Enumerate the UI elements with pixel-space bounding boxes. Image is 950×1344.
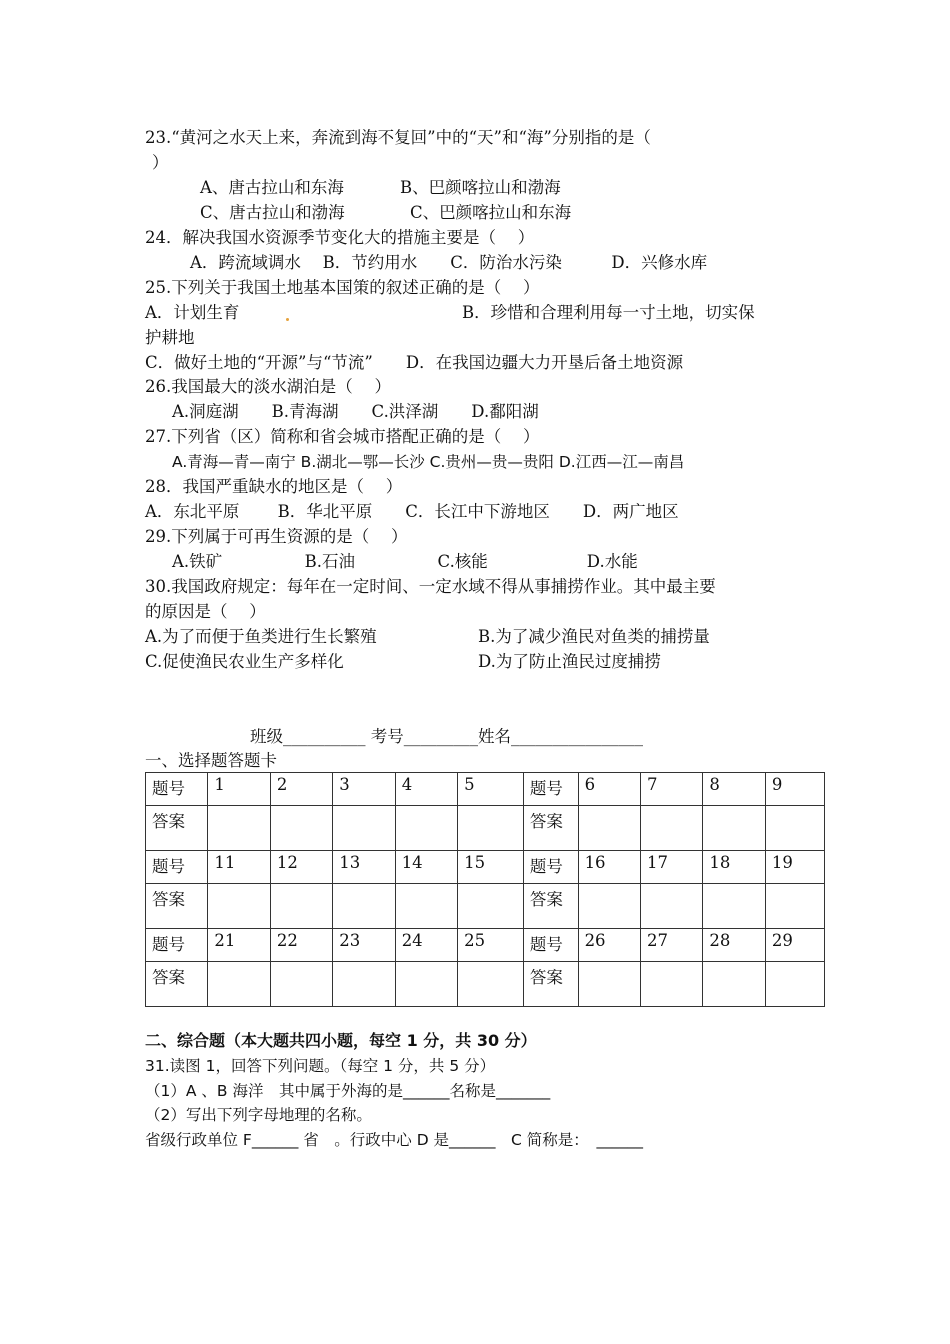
num-cell: 23 bbox=[333, 929, 395, 962]
q31-sub2: （2）写出下列字母地理的名称。 bbox=[145, 1106, 372, 1124]
num-cell: 6 bbox=[578, 773, 640, 806]
num-cell: 7 bbox=[640, 773, 702, 806]
table-row bbox=[146, 962, 825, 1007]
section1-title: 一、选择题答题卡 bbox=[145, 751, 277, 770]
num-cell: 22 bbox=[270, 929, 332, 962]
num-cell: 14 bbox=[395, 851, 457, 884]
answer-cell[interactable] bbox=[208, 962, 270, 1007]
q30-option-a: A.为了而便于鱼类进行生长繁殖 bbox=[145, 627, 377, 646]
q30-option-b: B.为了减少渔民对鱼类的捕捞量 bbox=[478, 627, 710, 646]
answer-cell[interactable] bbox=[703, 884, 765, 929]
num-cell: 5 bbox=[458, 773, 524, 806]
answer-cell[interactable] bbox=[578, 962, 640, 1007]
q28-options: A．东北平原 B．华北平原 C．长江中下游地区 D．两广地区 bbox=[145, 502, 679, 521]
num-cell: 12 bbox=[270, 851, 332, 884]
q23-option-d: C、巴颜喀拉山和东海 bbox=[410, 203, 572, 222]
q30-stem-line2: 的原因是（ ） bbox=[145, 602, 266, 621]
label-cell: 题号 bbox=[146, 851, 208, 884]
answer-cell[interactable] bbox=[208, 884, 270, 929]
q30-option-c: C.促使渔民农业生产多样化 bbox=[145, 652, 344, 671]
num-cell: 13 bbox=[333, 851, 395, 884]
num-cell: 4 bbox=[395, 773, 457, 806]
q25-option-cd: C．做好土地的“开源”与“节流” D．在我国边疆大力开垦后备土地资源 bbox=[145, 353, 684, 372]
table-row bbox=[146, 929, 825, 962]
q23-option-b: B、巴颜喀拉山和渤海 bbox=[400, 178, 561, 197]
num-cell: 15 bbox=[458, 851, 524, 884]
stray-dot bbox=[286, 318, 289, 321]
q29-options: A.铁矿 B.石油 C.核能 D.水能 bbox=[172, 552, 638, 571]
answer-cell[interactable] bbox=[333, 884, 395, 929]
table-row bbox=[146, 806, 825, 851]
num-cell: 16 bbox=[578, 851, 640, 884]
num-cell: 19 bbox=[765, 851, 824, 884]
q28-stem: 28．我国严重缺水的地区是（ ） bbox=[145, 477, 403, 496]
num-cell: 17 bbox=[640, 851, 702, 884]
q23-stem-line1: 23.“黄河之水天上来，奔流到海不复回”中的“天”和“海”分别指的是（ bbox=[145, 128, 651, 147]
num-cell: 27 bbox=[640, 929, 702, 962]
section2-title: 二、综合题（本大题共四小题，每空 1 分，共 30 分） bbox=[145, 1031, 537, 1050]
answer-cell[interactable] bbox=[640, 806, 702, 851]
answer-cell[interactable] bbox=[395, 962, 457, 1007]
q31-sub1: （1）A 、B 海洋 其中属于外海的是______名称是_______ bbox=[145, 1082, 551, 1100]
num-cell: 25 bbox=[458, 929, 524, 962]
num-cell: 11 bbox=[208, 851, 270, 884]
q25-option-a: A．计划生育 bbox=[145, 303, 240, 322]
label-cell: 题号 bbox=[523, 929, 578, 962]
label-cell: 答案 bbox=[146, 806, 208, 851]
student-info-line: 班级__________ 考号_________姓名________________ bbox=[250, 727, 643, 746]
num-cell: 2 bbox=[270, 773, 332, 806]
q25-option-b-cont: 护耕地 bbox=[145, 328, 195, 347]
answer-cell[interactable] bbox=[208, 806, 270, 851]
label-cell: 题号 bbox=[523, 773, 578, 806]
q25-option-b: B．珍惜和合理利用每一寸土地，切实保 bbox=[462, 303, 755, 322]
answer-cell[interactable] bbox=[765, 806, 824, 851]
num-cell: 9 bbox=[765, 773, 824, 806]
label-cell: 答案 bbox=[146, 884, 208, 929]
label-cell: 答案 bbox=[523, 962, 578, 1007]
answer-cell[interactable] bbox=[395, 884, 457, 929]
num-cell: 29 bbox=[765, 929, 824, 962]
q26-stem: 26.我国最大的淡水湖泊是（ ） bbox=[145, 377, 391, 396]
answer-cell[interactable] bbox=[640, 884, 702, 929]
q30-stem-line1: 30.我国政府规定：每年在一定时间、一定水域不得从事捕捞作业。其中最主要 bbox=[145, 577, 716, 596]
table-row bbox=[146, 884, 825, 929]
answer-cell[interactable] bbox=[270, 884, 332, 929]
q24-options: A．跨流域调水 B．节约用水 C．防治水污染 D．兴修水库 bbox=[190, 253, 708, 272]
q29-stem: 29.下列属于可再生资源的是（ ） bbox=[145, 527, 408, 546]
q31-stem: 31.读图 1，回答下列问题。（每空 1 分，共 5 分） bbox=[145, 1057, 496, 1075]
q31-line3: 省级行政单位 F______ 省 。行政中心 D 是______ C 简称是： ______ bbox=[145, 1131, 644, 1149]
table-row bbox=[146, 851, 825, 884]
answer-cell[interactable] bbox=[578, 806, 640, 851]
answer-cell[interactable] bbox=[578, 884, 640, 929]
answer-cell[interactable] bbox=[458, 884, 524, 929]
answer-cell[interactable] bbox=[395, 806, 457, 851]
q27-stem: 27.下列省（区）简称和省会城市搭配正确的是（ ） bbox=[145, 427, 540, 446]
answer-cell[interactable] bbox=[458, 806, 524, 851]
num-cell: 1 bbox=[208, 773, 270, 806]
num-cell: 26 bbox=[578, 929, 640, 962]
label-cell: 答案 bbox=[146, 962, 208, 1007]
answer-cell[interactable] bbox=[333, 962, 395, 1007]
answer-cell[interactable] bbox=[703, 806, 765, 851]
answer-cell[interactable] bbox=[765, 962, 824, 1007]
answer-cell[interactable] bbox=[270, 806, 332, 851]
label-cell: 题号 bbox=[146, 773, 208, 806]
num-cell: 18 bbox=[703, 851, 765, 884]
table-row bbox=[146, 773, 825, 806]
q25-stem: 25.下列关于我国土地基本国策的叙述正确的是（ ） bbox=[145, 278, 540, 297]
q23-option-a: A、唐古拉山和东海 bbox=[200, 178, 344, 197]
answer-cell[interactable] bbox=[703, 962, 765, 1007]
label-cell: 题号 bbox=[523, 851, 578, 884]
q23-stem-line2: ） bbox=[152, 153, 169, 172]
label-cell: 题号 bbox=[146, 929, 208, 962]
answer-cell[interactable] bbox=[458, 962, 524, 1007]
answer-cell[interactable] bbox=[640, 962, 702, 1007]
q23-option-c: C、唐古拉山和渤海 bbox=[200, 203, 345, 222]
q24-stem: 24．解决我国水资源季节变化大的措施主要是（ ） bbox=[145, 228, 535, 247]
label-cell: 答案 bbox=[523, 884, 578, 929]
label-cell: 答案 bbox=[523, 806, 578, 851]
num-cell: 28 bbox=[703, 929, 765, 962]
answer-cell[interactable] bbox=[765, 884, 824, 929]
answer-cell[interactable] bbox=[333, 806, 395, 851]
answer-cell[interactable] bbox=[270, 962, 332, 1007]
num-cell: 21 bbox=[208, 929, 270, 962]
num-cell: 24 bbox=[395, 929, 457, 962]
q26-options: A.洞庭湖 B.青海湖 C.洪泽湖 D.鄱阳湖 bbox=[172, 402, 539, 421]
num-cell: 3 bbox=[333, 773, 395, 806]
answer-card-table bbox=[145, 772, 825, 1007]
num-cell: 8 bbox=[703, 773, 765, 806]
q30-option-d: D.为了防止渔民过度捕捞 bbox=[478, 652, 661, 671]
q27-options: A.青海—青—南宁 B.湖北—鄂—长沙 C.贵州—贵—贵阳 D.江西—江—南昌 bbox=[172, 453, 685, 471]
